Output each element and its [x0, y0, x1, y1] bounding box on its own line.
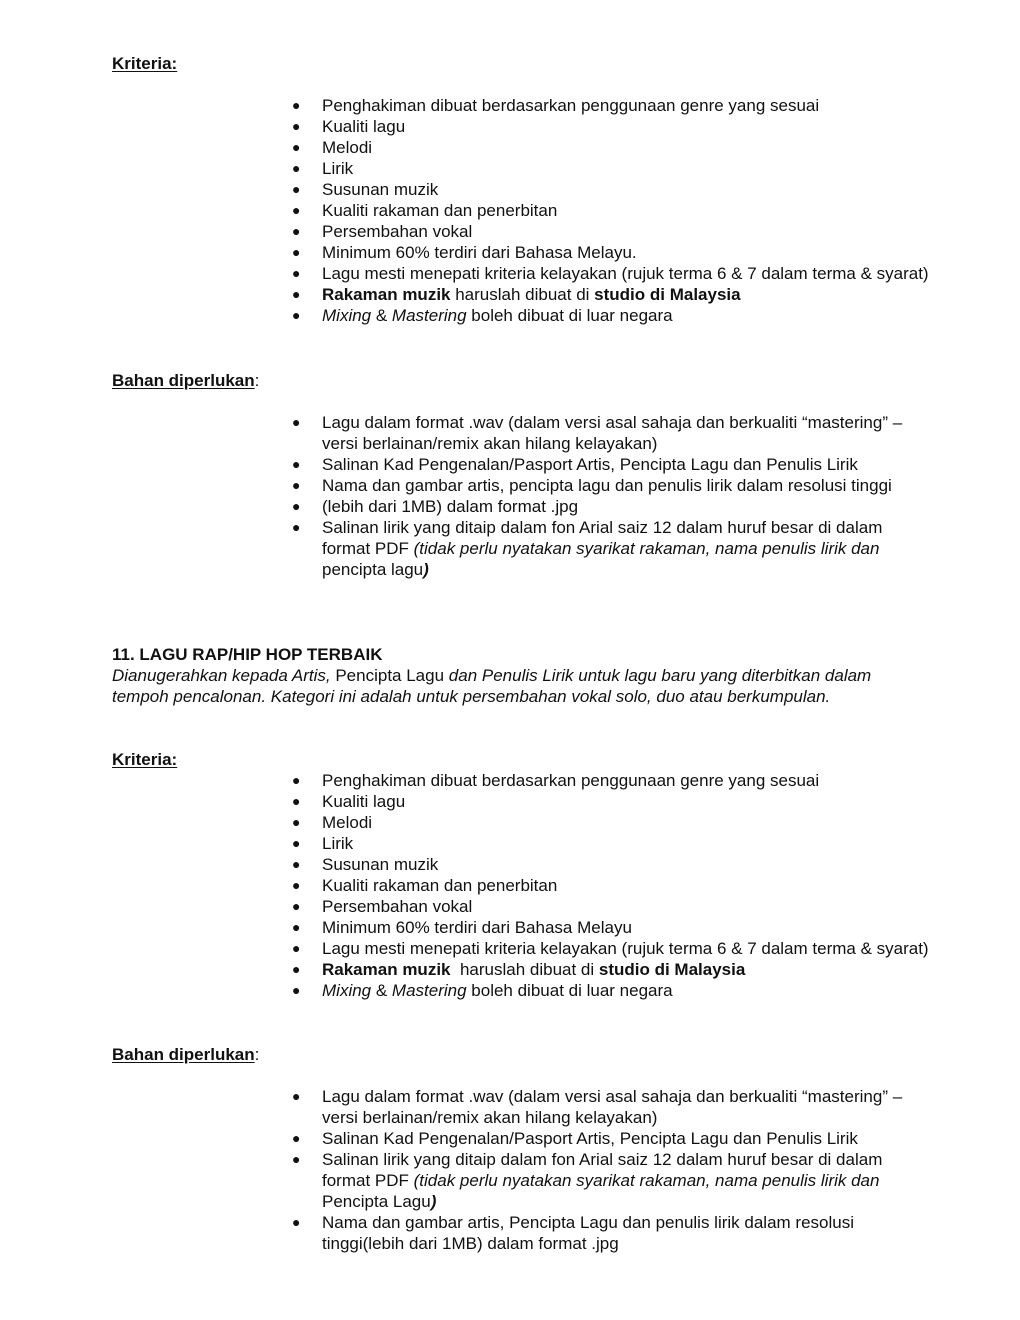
bullet-icon: ●	[292, 139, 301, 155]
list-item: ● Rakaman muzik haruslah dibuat di studio di Malaysia	[292, 285, 741, 304]
list-item: ● Persembahan vokal	[292, 897, 473, 916]
bullet-icon: ●	[292, 97, 301, 113]
bullet-icon: ●	[292, 456, 301, 472]
bullet-icon: ●	[292, 856, 301, 872]
list-item: ● Salinan lirik yang ditaip dalam fon Arial saiz 12 dalam huruf besar di dalam format PDF (tidak perlu nyatakan syarikat rakaman, nama penulis lirik dan pencipta lagu)	[292, 518, 883, 579]
materials-list	[290, 412, 930, 580]
bullet-icon: ●	[292, 940, 301, 956]
bullet-icon: ●	[292, 160, 301, 176]
list-item: ● Kualiti rakaman dan penerbitan	[292, 201, 558, 220]
list-item: ● Lagu dalam format .wav (dalam versi asal sahaja dan berkualiti “mastering” – versi berlainan/remix akan hilang kelayakan)	[292, 413, 903, 453]
criteria-list	[290, 95, 930, 326]
list-item: ● Lagu mesti menepati kriteria kelayakan (rujuk terma 6 & 7 dalam terma & syarat)	[292, 264, 929, 283]
list-item: ● Mixing & Mastering boleh dibuat di luar negara	[292, 981, 673, 1000]
bullet-icon: ●	[292, 244, 301, 260]
list-item: ● Salinan lirik yang ditaip dalam fon Arial saiz 12 dalam huruf besar di dalam format PDF (tidak perlu nyatakan syarikat rakaman, nama penulis lirik dan Pencipta Lagu)	[292, 1150, 883, 1211]
bullet-icon: ●	[292, 118, 301, 134]
section-title: 11. LAGU RAP/HIP HOP TERBAIK	[112, 645, 383, 664]
materials-list	[290, 1086, 930, 1254]
bullet-icon: ●	[292, 961, 301, 977]
section-description: Dianugerahkan kepada Artis, Pencipta Lagu dan Penulis Lirik untuk lagu baru yang diterbitkan dalam tempoh pencalonan. Kategori ini adalah untuk persembahan vokal solo, duo atau berkumpulan.	[112, 666, 872, 706]
list-item: ● Kualiti lagu	[292, 792, 406, 811]
list-item: ● Kualiti lagu	[292, 117, 406, 136]
bullet-icon: ●	[292, 286, 301, 302]
bullet-icon: ●	[292, 772, 301, 788]
bullet-icon: ●	[292, 982, 301, 998]
bullet-icon: ●	[292, 1130, 301, 1146]
bullet-icon: ●	[292, 1214, 301, 1230]
list-item: ● Nama dan gambar artis, pencipta lagu dan penulis lirik dalam resolusi tinggi	[292, 476, 892, 495]
criteria-list	[290, 770, 930, 1001]
materials-heading: Bahan diperlukan:	[112, 1045, 260, 1064]
list-item: ● Lirik	[292, 834, 354, 853]
bullet-icon: ●	[292, 307, 301, 323]
list-item: ● Melodi	[292, 138, 373, 157]
list-item: ● Penghakiman dibuat berdasarkan penggunaan genre yang sesuai	[292, 96, 820, 115]
bullet-icon: ●	[292, 877, 301, 893]
list-item: ● Minimum 60% terdiri dari Bahasa Melayu	[292, 918, 632, 937]
bullet-icon: ●	[292, 498, 301, 514]
bullet-icon: ●	[292, 414, 301, 430]
bullet-icon: ●	[292, 265, 301, 281]
list-item: ● Susunan muzik	[292, 855, 439, 874]
bullet-icon: ●	[292, 1151, 301, 1167]
list-item: ● Lagu dalam format .wav (dalam versi asal sahaja dan berkualiti “mastering” – versi berlainan/remix akan hilang kelayakan)	[292, 1087, 903, 1127]
bullet-icon: ●	[292, 814, 301, 830]
criteria-heading: Kriteria:	[112, 54, 178, 73]
list-item: ● Mixing & Mastering boleh dibuat di luar negara	[292, 306, 673, 325]
criteria-heading: Kriteria:	[112, 750, 178, 769]
list-item: ● Kualiti rakaman dan penerbitan	[292, 876, 558, 895]
bullet-icon: ●	[292, 519, 301, 535]
bullet-icon: ●	[292, 793, 301, 809]
list-item: ● Lirik	[292, 159, 354, 178]
bullet-icon: ●	[292, 919, 301, 935]
list-item: ● Minimum 60% terdiri dari Bahasa Melayu.	[292, 243, 637, 262]
list-item: ● Salinan Kad Pengenalan/Pasport Artis, Pencipta Lagu dan Penulis Lirik	[292, 455, 858, 474]
materials-heading: Bahan diperlukan:	[112, 371, 260, 390]
list-item: ● Salinan Kad Pengenalan/Pasport Artis, Pencipta Lagu dan Penulis Lirik	[292, 1129, 858, 1148]
bullet-icon: ●	[292, 1088, 301, 1104]
list-item: ● Persembahan vokal	[292, 222, 473, 241]
list-item: ● (lebih dari 1MB) dalam format .jpg	[292, 497, 579, 516]
bullet-icon: ●	[292, 181, 301, 197]
list-item: ● Nama dan gambar artis, Pencipta Lagu dan penulis lirik dalam resolusi tinggi(lebih dari 1MB) dalam format .jpg	[292, 1213, 855, 1253]
bullet-icon: ●	[292, 898, 301, 914]
list-item: ● Lagu mesti menepati kriteria kelayakan (rujuk terma 6 & 7 dalam terma & syarat)	[292, 939, 929, 958]
list-item: ● Melodi	[292, 813, 373, 832]
bullet-icon: ●	[292, 223, 301, 239]
bullet-icon: ●	[292, 202, 301, 218]
bullet-icon: ●	[292, 835, 301, 851]
list-item: ● Rakaman muzik haruslah dibuat di studio di Malaysia	[292, 960, 746, 979]
list-item: ● Penghakiman dibuat berdasarkan penggunaan genre yang sesuai	[292, 771, 820, 790]
bullet-icon: ●	[292, 477, 301, 493]
list-item: ● Susunan muzik	[292, 180, 439, 199]
